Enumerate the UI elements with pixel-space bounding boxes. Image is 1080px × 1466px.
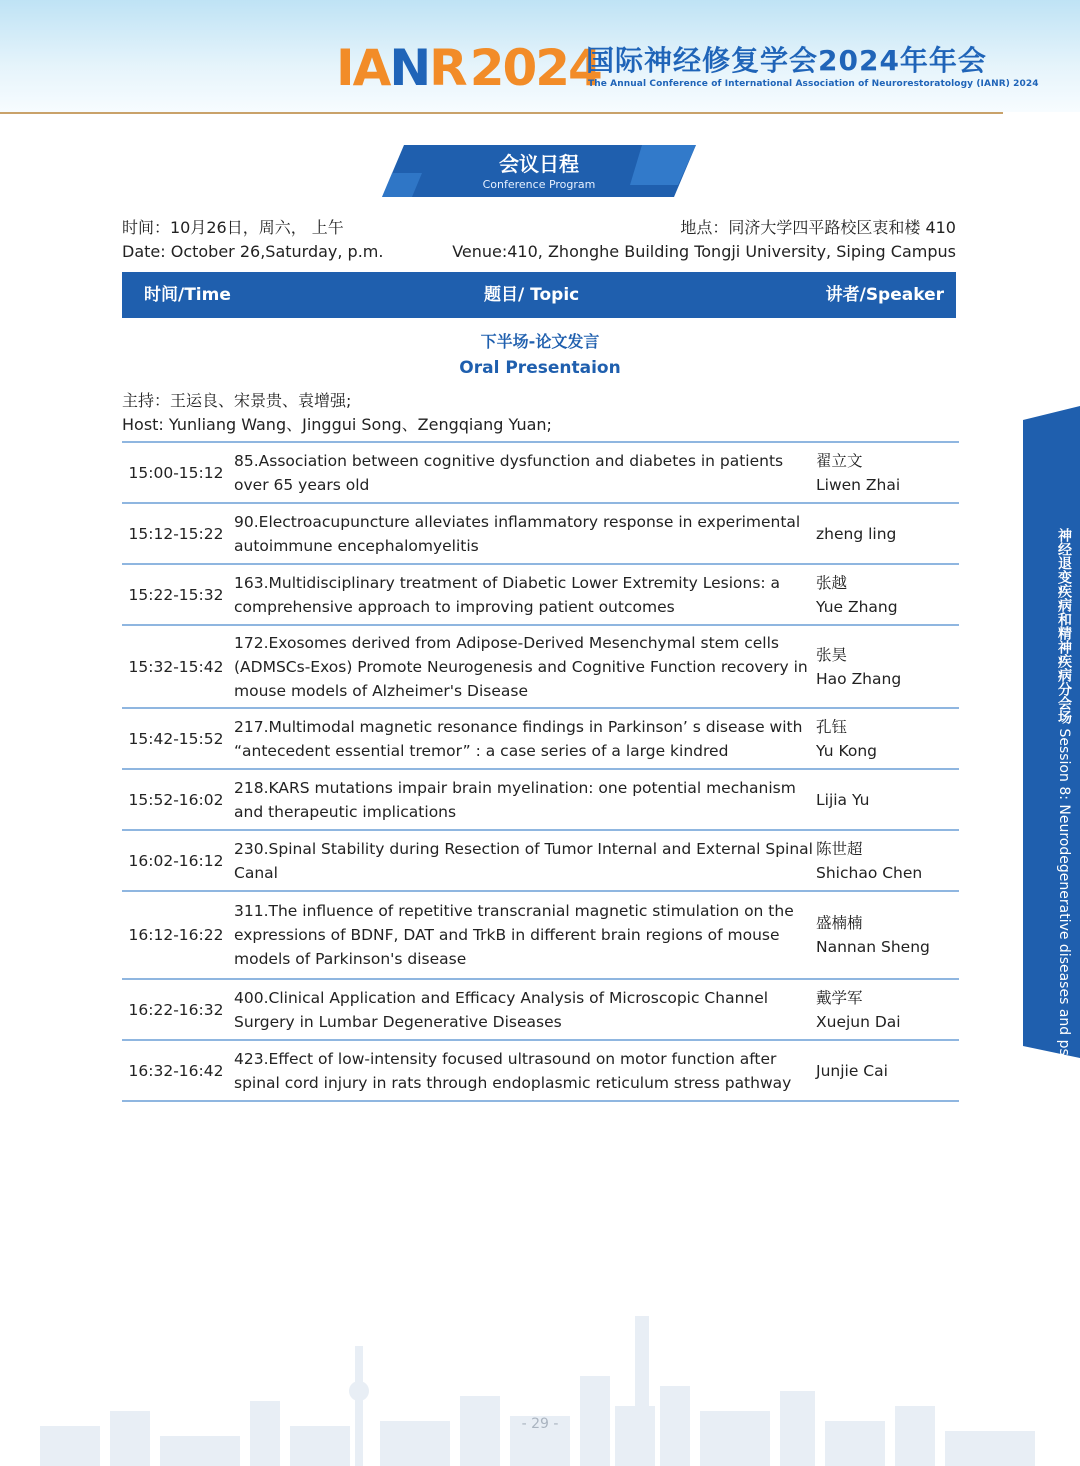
row-topic: 163.Multidisciplinary treatment of Diabetic Lower Extremity Lesions: a comprehensive approach to improving patient outcomes <box>234 573 781 616</box>
speaker-en: Yue Zhang <box>816 597 898 616</box>
table-row <box>122 707 959 768</box>
session-title-cn: 下半场-论文发言 <box>480 332 600 351</box>
table-header <box>122 272 956 318</box>
logo-year: 2024 <box>469 39 601 97</box>
side-tab-en: Session 8: Neurodegenerative diseases and psychiatric disorders <box>1056 728 1072 1186</box>
row-speaker <box>816 565 959 624</box>
page-number: - 29 - <box>521 1416 559 1432</box>
row-speaker <box>816 1041 959 1100</box>
speaker-en: zheng ling <box>816 524 897 543</box>
row-speaker <box>816 980 959 1039</box>
table-row <box>122 890 959 978</box>
table-row <box>122 768 959 829</box>
side-tab-label <box>1030 528 1074 1186</box>
table-row <box>122 978 959 1039</box>
row-speaker <box>816 892 959 978</box>
table-row <box>122 1039 959 1102</box>
city-skyline-watermark <box>0 1316 1080 1466</box>
row-time: 16:02-16:12 <box>128 851 224 870</box>
logo-r: R <box>429 39 466 97</box>
speaker-cn: 陈世超 <box>816 839 863 858</box>
speaker-cn: 孔钰 <box>816 717 848 736</box>
table-row <box>122 829 959 890</box>
row-speaker <box>816 626 959 707</box>
row-time: 15:22-15:32 <box>128 585 224 604</box>
row-topic: 230.Spinal Stability during Resection of Tumor Internal and External Spinal Canal <box>234 839 813 882</box>
header-speaker: 讲者/Speaker <box>825 285 944 305</box>
row-time: 16:12-16:22 <box>128 926 224 944</box>
row-time: 15:12-15:22 <box>128 524 224 543</box>
row-time: 15:00-15:12 <box>128 463 224 482</box>
host-en: Host: Yunliang Wang、Jinggui Song、Zengqiang Yuan; <box>122 415 552 434</box>
row-time: 15:42-15:52 <box>128 729 224 748</box>
conference-subtitle: The Annual Conference of International Association of Neurorestoratology (IANR) 2024 <box>588 79 1039 89</box>
speaker-en: Yu Kong <box>816 741 877 760</box>
session-title-en: Oral Presentaion <box>459 358 621 378</box>
row-topic: 311.The influence of repetitive transcranial magnetic stimulation on the expressions of BDNF, DAT and TrkB in different brain regions of mouse models of Parkinson's disease <box>234 902 794 968</box>
banner-subtitle: Conference Program <box>482 178 596 191</box>
date-en: Date: October 26,Saturday, p.m. <box>122 242 384 261</box>
time-cn: 时间：10月26日，周六， 上午 <box>122 218 344 237</box>
row-speaker <box>816 504 959 563</box>
speaker-en: Hao Zhang <box>816 669 902 688</box>
table-row <box>122 441 959 502</box>
speaker-cn: 盛楠楠 <box>816 914 863 932</box>
header-divider <box>0 112 1003 114</box>
speaker-cn: 戴学军 <box>816 988 863 1007</box>
speaker-en: Shichao Chen <box>816 863 923 882</box>
speaker-en: Lijia Yu <box>816 790 870 809</box>
row-topic: 423.Effect of low-intensity focused ultrasound on motor function after spinal cord injury in rats through endoplasmic reticulum stress pathway <box>234 1049 792 1092</box>
logo-n: N <box>389 39 430 97</box>
table-row <box>122 563 959 624</box>
ianr-logo <box>336 40 601 96</box>
row-topic: 400.Clinical Application and Efficacy Analysis of Microscopic Channel Surgery in Lumbar Degenerative Diseases <box>234 988 769 1031</box>
speaker-cn: 张昊 <box>816 645 848 664</box>
logo-ia: IA <box>336 39 390 97</box>
speaker-en: Junjie Cai <box>816 1061 888 1080</box>
side-tab-cn: 神经退变疾病和精神疾病分会场 <box>1056 528 1072 724</box>
row-topic: 172.Exosomes derived from Adipose-Derived Mesenchymal stem cells (ADMSCs-Exos) Promote Neurogenesis and Cognitive Function recovery in mouse models of Alzheimer's Disease <box>234 633 808 700</box>
row-time: 16:32-16:42 <box>128 1061 224 1080</box>
header-time: 时间/Time <box>144 285 231 305</box>
banner-title: 会议日程 <box>499 152 579 176</box>
row-time: 15:52-16:02 <box>128 790 224 809</box>
row-speaker <box>816 443 959 502</box>
table-row <box>122 624 959 707</box>
row-speaker <box>816 831 959 890</box>
row-time: 16:22-16:32 <box>128 1000 224 1019</box>
speaker-cn: 翟立文 <box>816 451 863 470</box>
row-speaker <box>816 770 959 829</box>
row-time: 15:32-15:42 <box>128 657 224 676</box>
speaker-en: Nannan Sheng <box>816 938 930 956</box>
speaker-cn: 张越 <box>816 573 848 592</box>
row-topic: 85.Association between cognitive dysfunction and diabetes in patients over 65 years old <box>234 451 784 494</box>
host-cn: 主持：王运良、宋景贵、袁增强; <box>122 391 352 410</box>
venue-cn: 地点：同济大学四平路校区衷和楼 410 <box>680 218 956 237</box>
row-topic: 217.Multimodal magnetic resonance findings in Parkinson’ s disease with “antecedent essential tremor” : a case series of a large kindred <box>234 717 803 760</box>
table-row <box>122 502 959 563</box>
row-speaker <box>816 709 959 768</box>
row-topic: 90.Electroacupuncture alleviates inflammatory response in experimental autoimmune encephalomyelitis <box>234 512 801 555</box>
speaker-en: Liwen Zhai <box>816 475 901 494</box>
schedule-table <box>122 441 959 1102</box>
conference-title: 国际神经修复学会2024年年会 <box>586 44 987 77</box>
header-topic: 题目/ Topic <box>484 285 580 305</box>
row-topic: 218.KARS mutations impair brain myelination: one potential mechanism and therapeutic implications <box>234 778 796 821</box>
speaker-en: Xuejun Dai <box>816 1012 901 1031</box>
venue-en: Venue:410, Zhonghe Building Tongji University, Siping Campus <box>452 242 956 261</box>
